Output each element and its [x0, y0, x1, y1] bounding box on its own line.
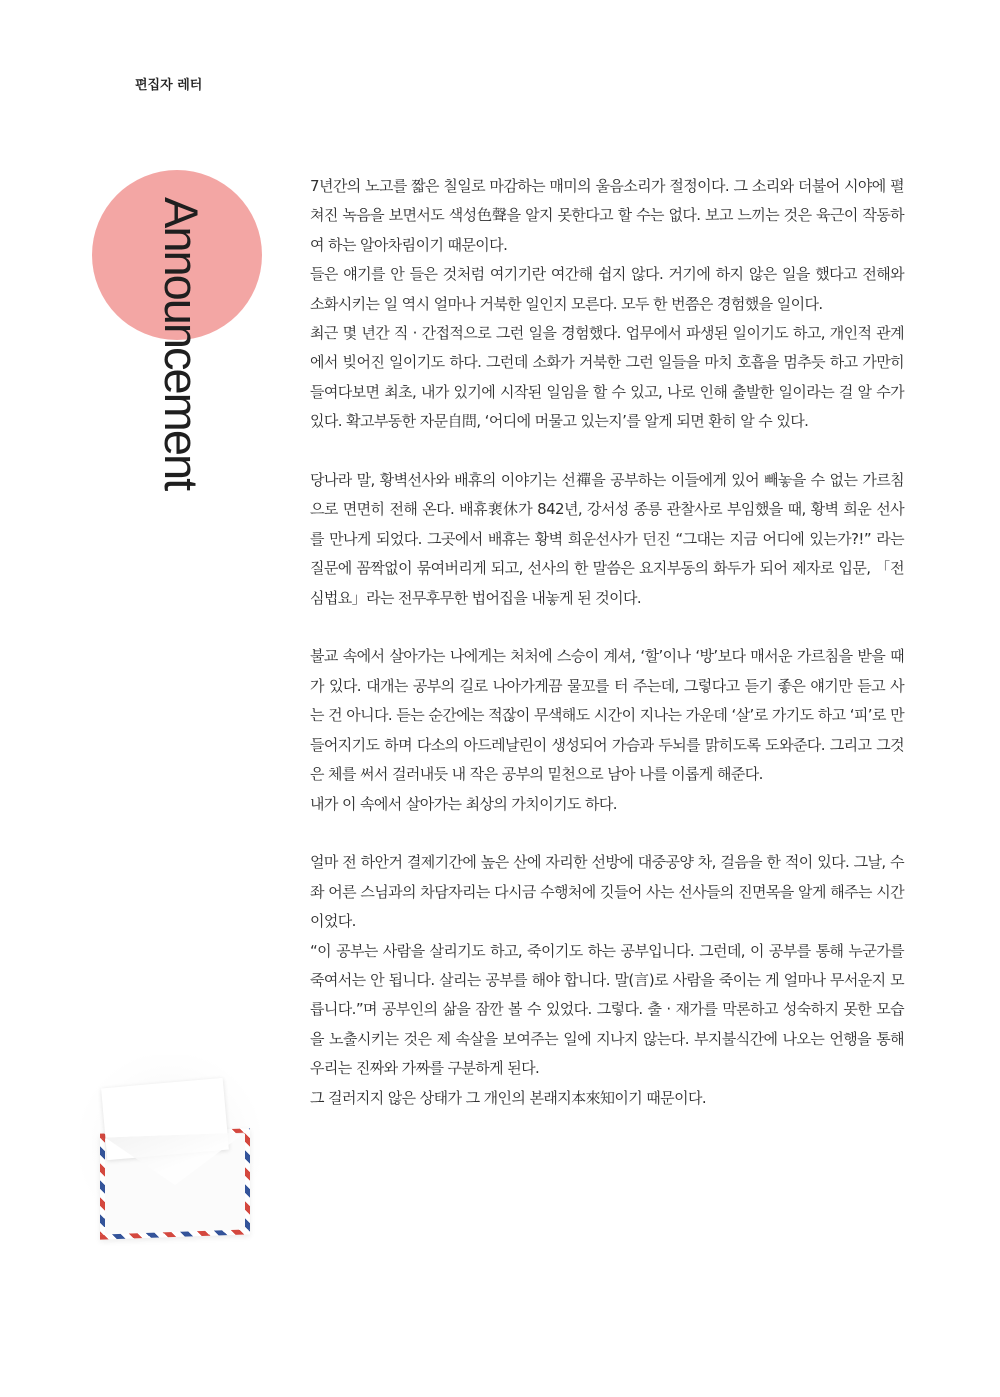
paragraph-3	[310, 642, 904, 818]
sentence-block: 내가 이 속에서 살아가는 최상의 가치이기도 하다.	[310, 794, 617, 813]
sentence-block: 7년간의 노고를 짧은 칠일로 마감하는 매미의 울음소리가 절정이다. 그 소리와 더불어 시야에 펼쳐진 녹음을 보면서도 색성色聲을 알지 못한다고 할 수는 없다. 보고 느끼는 것은 육근이 작동하여 하는 알아차림이기 때문이다.	[310, 177, 904, 254]
sentence-block: 당나라 말, 황벽선사와 배휴의 이야기는 선禪을 공부하는 이들에게 있어 빼놓을 수 없는 가르침으로 면면히 전해 온다. 배휴裵休가 842년, 강서성 종릉 관찰사로 부임했을 때, 황벽 희운 선사를 만나게 되었다. 그곳에서 배휴는 황벽 희운선사가 던진 “그대는 지금 어디에 있는가?!” 라는 질문에 꼼짝없이 묶여버리게 되고, 선사의 한 말씀은 요지부동의 화두가 되어 제자로 입문, 「전심법요」라는 전무후무한 법어집을 내놓게 된 것이다.	[310, 471, 904, 607]
sentence-block: “이 공부는 사람을 살리기도 하고, 죽이기도 하는 공부입니다. 그런데, 이 공부를 통해 누군가를 죽여서는 안 됩니다. 살리는 공부를 해야 합니다. 말(言)로 사람을 죽이는 게 얼마나 무서운지 모릅니다.”며 공부인의 삶을 잠깐 볼 수 있었다. 그렇다. 출 · 재가를 막론하고 성숙하지 못한 모습을 노출시키는 것은 제 속살을 보여주는 일에 지나지 않는다. 부지불식간에 나오는 언행을 통해 우리는 진짜와 가짜를 구분하게 된다.	[310, 941, 904, 1078]
envelope-illustration	[80, 1055, 260, 1235]
page-section-label: 편집자 레터	[135, 78, 203, 93]
paragraph-2	[310, 466, 904, 613]
sentence-block: 들은 얘기를 안 들은 것처럼 여기기란 여간해 쉽지 않다. 거기에 하지 않은 일을 했다고 전해와 소화시키는 일 역시 얼마나 거북한 일인지 모른다. 모두 한 번쯤은 경험했을 일이다.	[310, 265, 904, 313]
sentence-block: 불교 속에서 살아가는 나에게는 처처에 스승이 계셔, ‘할’이나 ‘방’보다 매서운 가르침을 받을 때가 있다. 대개는 공부의 길로 나아가게끔 물꼬를 터 주는데, 그렇다고 듣기 좋은 얘기만 듣고 사는 건 아니다. 듣는 순간에는 적잖이 무색해도 시간이 지나는 가운데 ‘살’로 가기도 하고 ‘피’로 만들어지기도 하며 다소의 아드레날린이 생성되어 가슴과 두뇌를 맑히도록 도와준다. 그리고 그것은 체를 써서 걸러내듯 내 작은 공부의 밑천으로 남아 나를 이롭게 해준다.	[310, 647, 904, 784]
sentence-block: 최근 몇 년간 직 · 간접적으로 그런 일을 경험했다. 업무에서 파생된 일이기도 하고, 개인적 관계에서 빚어진 일이기도 하다. 그런데 소화가 거북한 그런 일들을 마치 호흡을 멈추듯 하고 가만히 들여다보면 최초, 내가 있기에 시작된 일임을 할 수 있고, 나로 인해 출발한 일이라는 걸 알 수가 있다. 확고부동한 자문自問, ‘어디에 머물고 있는지’를 알게 되면 환히 알 수 있다.	[310, 324, 904, 431]
sentence-block: 그 걸러지지 않은 상태가 그 개인의 본래지本來知이기 때문이다.	[310, 1088, 707, 1107]
article-body	[310, 172, 904, 1113]
paragraph-4	[310, 848, 904, 1113]
vertical-title: Announcement	[155, 197, 208, 490]
paragraph-1	[310, 172, 904, 437]
sentence-block: 얼마 전 하안거 결제기간에 높은 산에 자리한 선방에 대중공양 차, 걸음을 한 적이 있다. 그날, 수좌 어른 스님과의 차담자리는 다시금 수행처에 깃들어 사는 선사들의 진면목을 알게 해주는 시간이었다.	[310, 853, 904, 931]
